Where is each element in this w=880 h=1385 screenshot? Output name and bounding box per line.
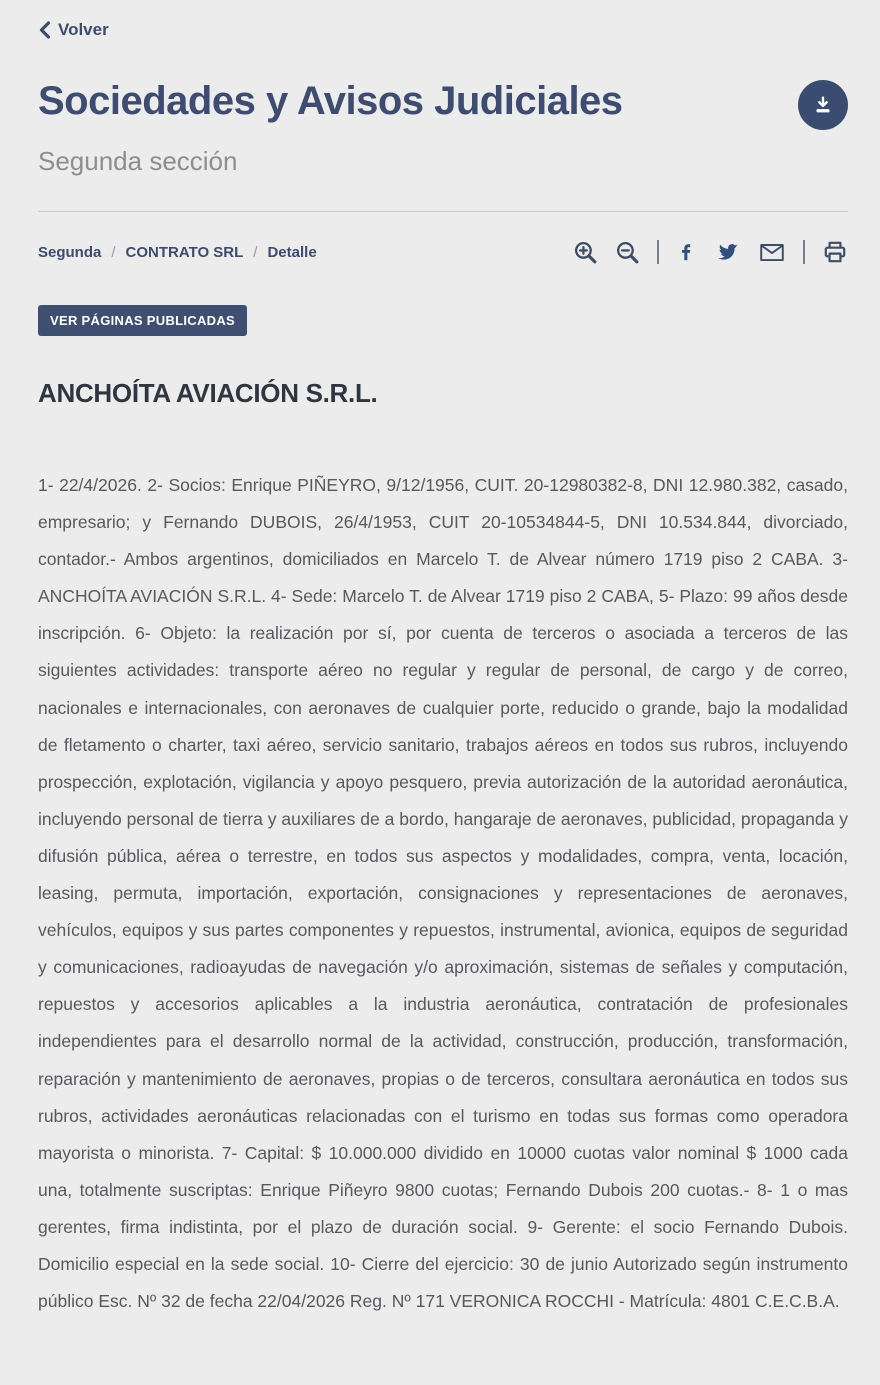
back-label: Volver <box>58 20 109 39</box>
download-button[interactable] <box>798 80 848 130</box>
breadcrumb-detalle[interactable]: Detalle <box>267 243 317 261</box>
back-link[interactable] <box>38 20 109 40</box>
header-divider <box>38 211 848 212</box>
toolbar-separator <box>803 240 805 264</box>
zoom-in-icon <box>573 240 598 265</box>
breadcrumb-separator: / <box>111 243 116 261</box>
breadcrumb-toolbar-row <box>38 239 848 265</box>
ver-paginas-publicadas-button[interactable]: VER PÁGINAS PUBLICADAS <box>38 305 247 336</box>
twitter-share-button[interactable] <box>715 240 741 264</box>
twitter-icon <box>715 240 741 264</box>
page-title: Sociedades y Avisos Judiciales <box>38 79 623 123</box>
zoom-out-icon <box>615 240 640 265</box>
breadcrumb <box>38 244 317 261</box>
facebook-icon <box>676 241 698 263</box>
email-share-button[interactable] <box>758 240 786 264</box>
download-icon <box>812 94 834 116</box>
envelope-icon <box>758 240 786 264</box>
toolbar-separator <box>657 240 659 264</box>
header <box>38 78 848 130</box>
printer-icon <box>822 239 848 265</box>
zoom-in-button[interactable] <box>573 240 598 265</box>
page-subtitle: Segunda sección <box>38 146 238 176</box>
breadcrumb-contrato-srl[interactable]: CONTRATO SRL <box>125 243 244 261</box>
breadcrumb-separator: / <box>253 243 258 261</box>
notice-heading: ANCHOÍTA AVIACIÓN S.R.L. <box>38 378 378 408</box>
print-button[interactable] <box>822 239 848 265</box>
zoom-out-button[interactable] <box>615 240 640 265</box>
facebook-share-button[interactable] <box>676 241 698 263</box>
breadcrumb-segunda[interactable]: Segunda <box>38 243 102 261</box>
notice-body: 1- 22/4/2026. 2- Socios: Enrique PIÑEYRO, 9/12/1956, CUIT. 20-12980382-8, DNI 12.980.382, casado, empresario; y Fernando DUBOIS, 26/4/1953, CUIT 20-10534844-5, DNI 10.534.844, divorciado, contador.- Ambos argentinos, domiciliados en Marcelo T. de Alvear número 1719 piso 2 CABA. 3- ANCHOÍTA AVIACIÓN S.R.L. 4- Sede: Marcelo T. de Alvear 1719 piso 2 CABA, 5- Plazo: 99 años desde inscripción. 6- Objeto: la realización por sí, por cuenta de terceros o asociada a terceros de las siguientes actividades: transporte aéreo no regular y regular de personal, de cargo y de correo, nacionales e internacionales, con aeronaves de cualquier porte, reducido o grande, bajo la modalidad de fletamento o charter, taxi aéreo, servicio sanitario, trabajos aéreos en todos sus rubros, incluyendo prospección, explotación, vigilancia y apoyo pesquero, previa autorización de la autoridad aeronáutica, incluyendo personal de tierra y auxiliares de a bordo, hangaraje de aeronaves, publicidad, propaganda y difusión pública, aérea o terrestre, en todos sus aspectos y modalidades, compra, venta, locación, leasing, permuta, importación, exportación, consignaciones y representaciones de aeronaves, vehículos, equipos y sus partes componentes y repuestos, instrumental, avionica, equipos de seguridad y comunicaciones, radioayudas de navegación y/o aproximación, sistemas de señales y computación, repuestos y accesorios aplicables a la industria aeronáutica, contratación de profesionales independientes para el desarrollo normal de la actividad, construcción, producción, transformación, reparación y mantenimiento de aeronaves, propias o de terceros, consultara aeronáutica en todos sus rubros, actividades aeronáuticas relacionadas con el turismo en todas sus formas como operadora mayorista o minorista. 7- Capital: $ 10.000.000 dividido en 10000 cuotas valor nominal $ 1000 cada una, totalmente suscriptas: Enrique Piñeyro 9800 cuotas; Fernando Dubois 200 cuotas.- 8- 1 o mas gerentes, firma indistinta, por el plazo de duración social. 9- Gerente: el socio Fernando Dubois. Domicilio especial en la sede social. 10- Cierre del ejercicio: 30 de junio Autorizado según instrumento público Esc. Nº 32 de fecha 22/04/2026 Reg. Nº 171 VERONICA ROCCHI - Matrícula: 4801 C.E.C.B.A. <box>38 475 848 1312</box>
chevron-left-icon <box>38 21 52 39</box>
toolbar <box>573 239 848 265</box>
